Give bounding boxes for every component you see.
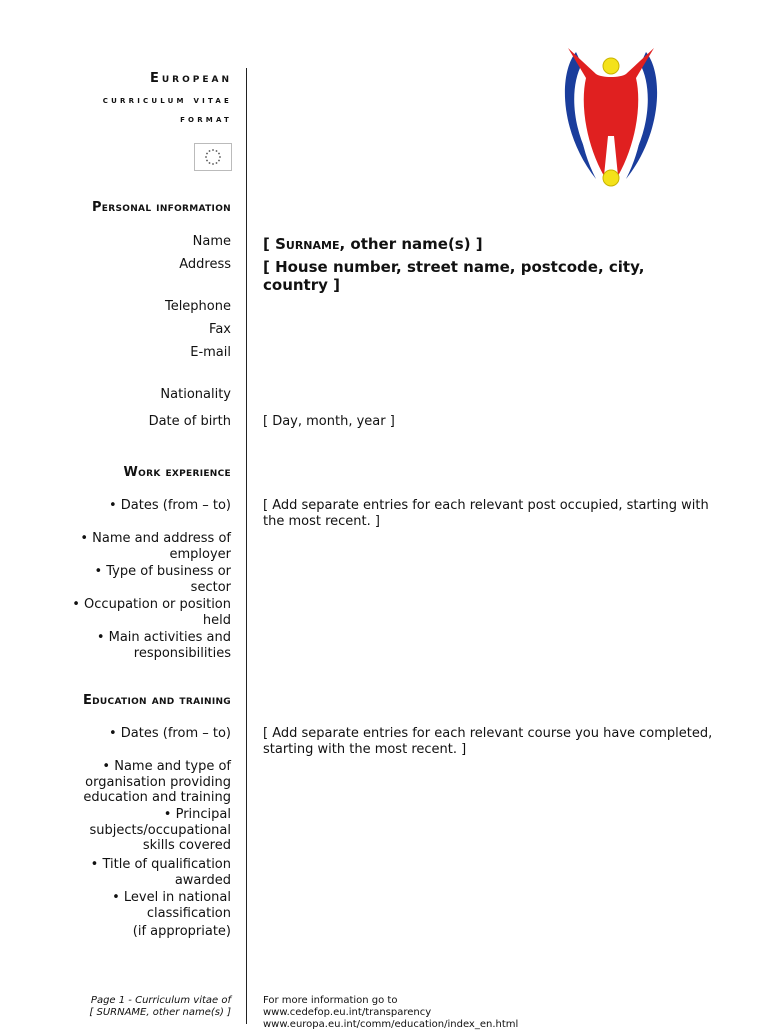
section-personal-information: Personal information — [91, 200, 231, 215]
date-of-birth-value: [ Day, month, year ] — [263, 414, 395, 429]
date-of-birth-label: Date of birth — [148, 414, 231, 429]
cv-title-line1: European — [149, 71, 232, 86]
level-label: • Level in national classification — [112, 890, 231, 921]
cv-title-line2: curriculum vitae — [102, 94, 232, 106]
footer-page-line2: [ SURNAME, other name(s) ] — [89, 1007, 231, 1018]
address-value: [ House number, street name, postcode, city, country ] — [263, 258, 645, 294]
name-label: Name — [192, 234, 231, 249]
education-dates-value: [ Add separate entries for each relevant course you have completed, starting with the most recent. ] — [263, 726, 713, 757]
cedefop-logo — [556, 44, 666, 190]
level-note: (if appropriate) — [132, 924, 231, 939]
footer-page-info — [60, 995, 231, 1019]
work-dates-value: [ Add separate entries for each relevant post occupied, starting with the most recent. ] — [263, 498, 709, 529]
email-label: E-mail — [190, 345, 231, 360]
telephone-label: Telephone — [164, 299, 231, 314]
footer-info-line1: For more information go to — [263, 995, 398, 1006]
work-dates-label: • Dates (from – to) — [109, 498, 231, 513]
organisation-label: • Name and type of organisation providing education and training — [83, 759, 231, 805]
cv-title-line3: format — [180, 113, 232, 125]
activities-label: • Main activities and responsibilities — [96, 630, 231, 661]
footer-more-info — [263, 995, 743, 1031]
footer-link-transparency[interactable]: www.cedefop.eu.int/transparency — [263, 1007, 432, 1018]
nationality-label: Nationality — [160, 387, 231, 402]
occupation-label: • Occupation or position held — [72, 597, 231, 628]
employer-label: • Name and address of employer — [80, 531, 231, 562]
subjects-label: • Principal subjects/occupational skills covered — [89, 807, 231, 853]
section-education-training: Education and training — [82, 693, 231, 708]
footer-page-line1: Page 1 - Curriculum vitae of — [90, 995, 231, 1006]
fax-label: Fax — [209, 322, 231, 337]
column-divider — [246, 68, 247, 1024]
name-value: [ Surname, other name(s) ] — [263, 235, 483, 253]
footer-link-education[interactable]: www.europa.eu.int/comm/education/index_en.html — [263, 1019, 519, 1030]
education-dates-label: • Dates (from – to) — [109, 726, 231, 741]
qualification-label: • Title of qualification awarded — [90, 857, 231, 888]
eu-flag-icon — [194, 143, 232, 171]
business-sector-label: • Type of business or sector — [94, 564, 231, 595]
address-label: Address — [179, 257, 231, 272]
section-work-experience: Work experience — [123, 465, 231, 480]
